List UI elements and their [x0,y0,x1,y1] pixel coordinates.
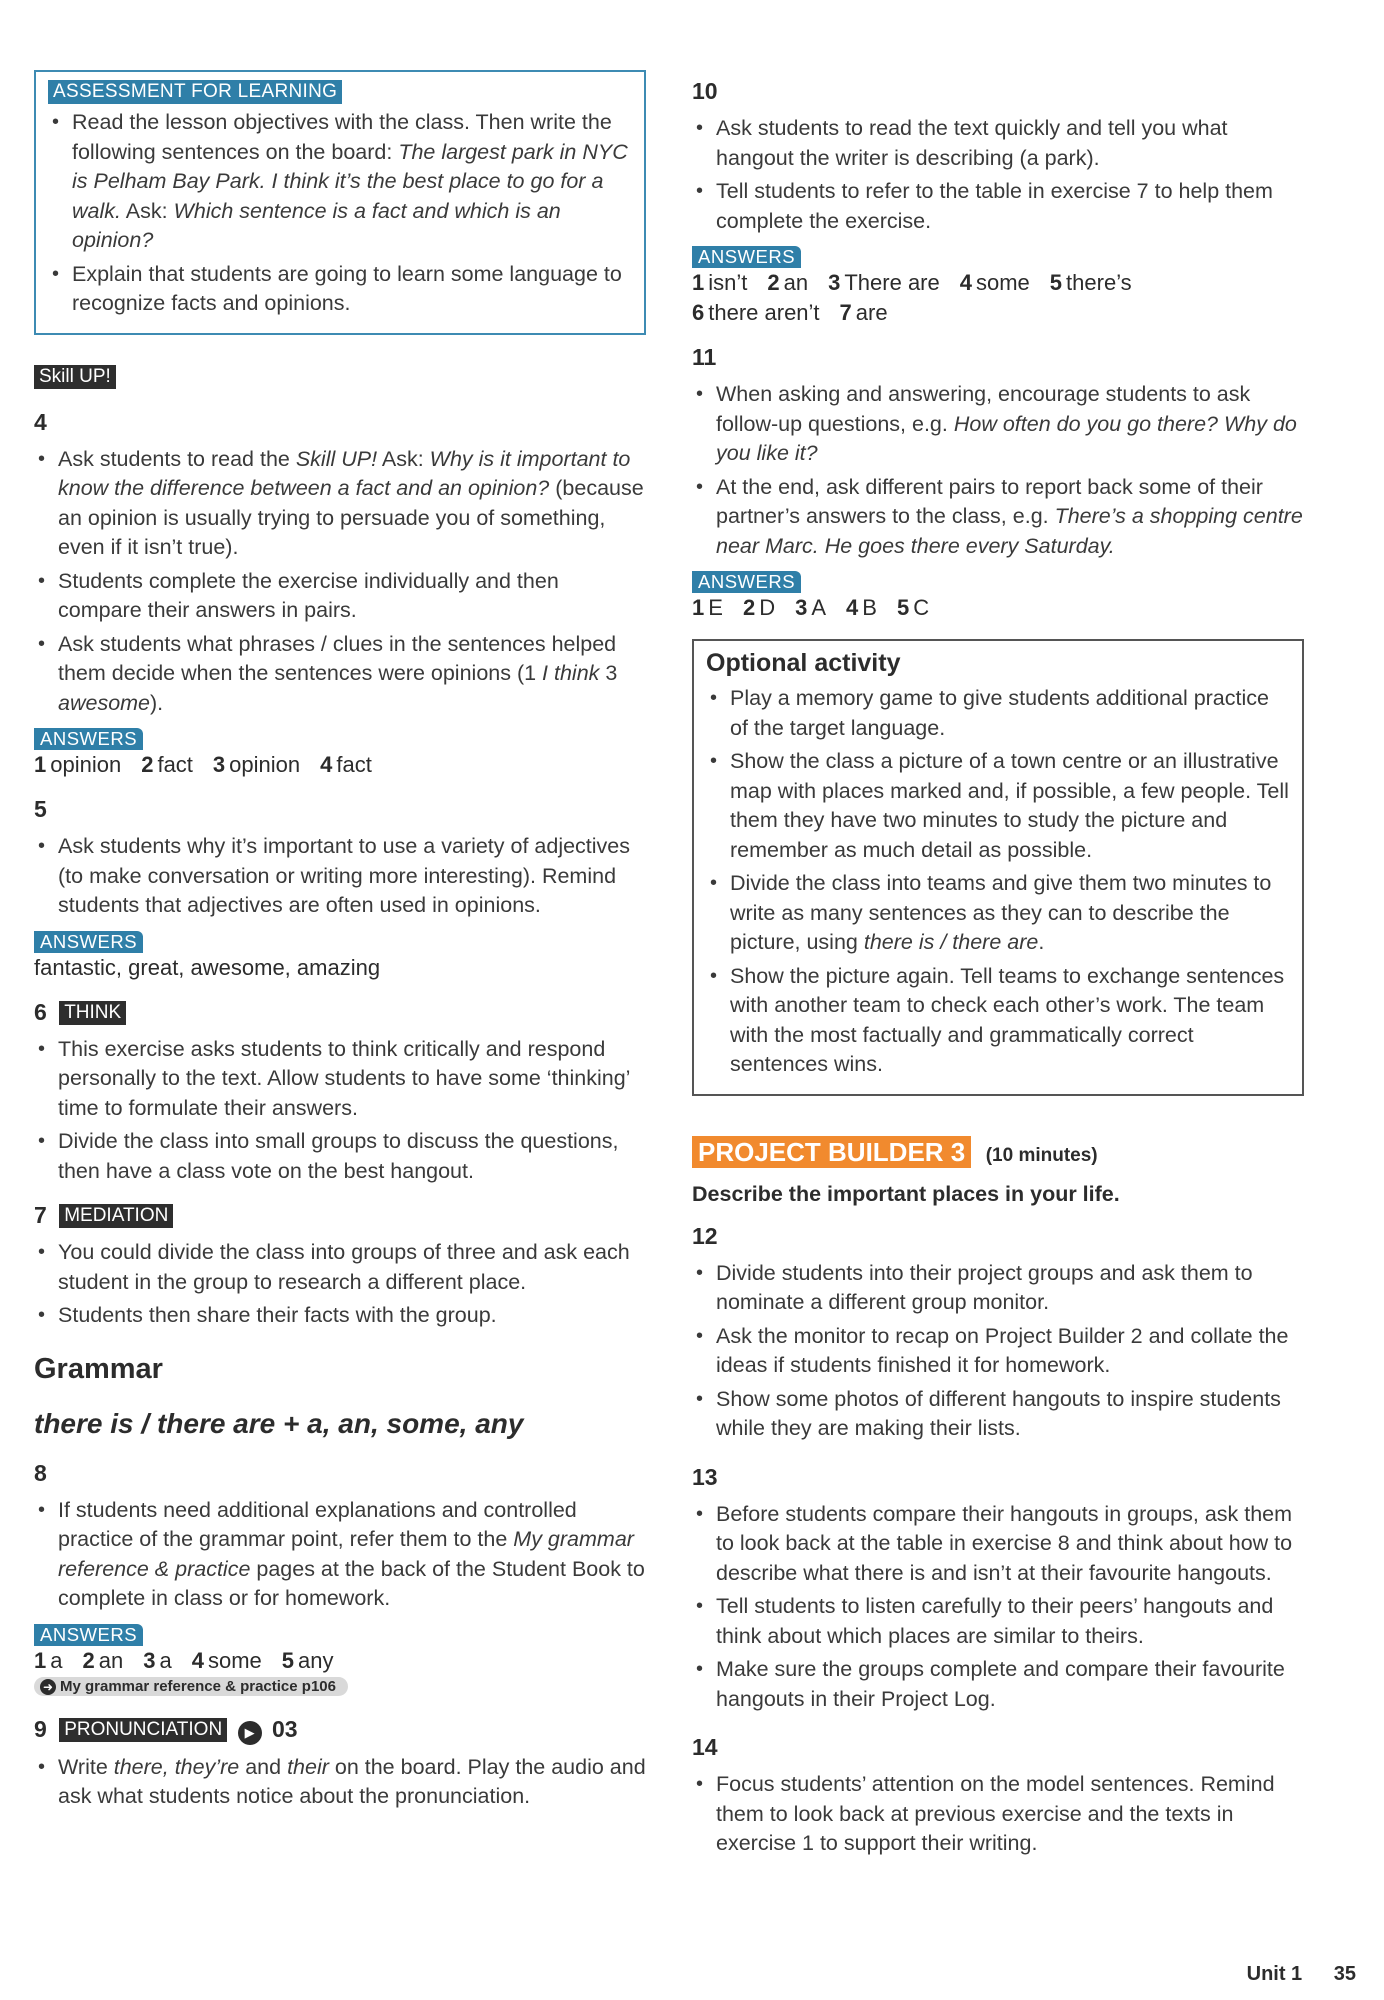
exercise-4-number: 4 [34,408,47,435]
exercise-7-heading [34,1200,646,1230]
unit-label: Unit 1 [1246,1963,1303,1985]
ex10-answers-line-2 [692,298,1304,328]
afl-bullet-1: • Read the lesson objectives with the class. Then write the following sentences on the board: The largest park in NYC is Pelham Bay Park. I think it’s the best place to go for a walk. Ask: Which sentence is a fact and which is an opinion? [48,108,630,256]
ex4-answers-label: ANSWERS [34,728,143,750]
exercise-13-number: 13 [692,1463,718,1490]
skill-up-tag: Skill UP! [34,365,116,389]
ex6-bullet-1: • This exercise asks students to think critically and respond personally to the text. Allow students to have some ‘thinking’ time to formulate their answers. [34,1035,646,1124]
optional-bullet-4: • Show the picture again. Tell teams to exchange sentences with another team to check each other’s work. The team with the most factually and grammatically correct sentences wins. [706,962,1290,1080]
grammar-heading: Grammar [34,1352,163,1385]
grammar-reference-link[interactable] [34,1677,348,1696]
ex10-answers-label: ANSWERS [692,246,801,268]
afl-bullet-2: • Explain that students are going to learn some language to recognize facts and opinions. [48,260,630,319]
answer-item: 2 an [767,270,809,295]
ex12-bullet-2: • Ask the monitor to recap on Project Builder 2 and collate the ideas if students finished it for homework. [692,1322,1304,1381]
ex10-bullet-2: • Tell students to refer to the table in exercise 7 to help them complete the exercise. [692,177,1304,236]
ex8-answers [34,1646,646,1676]
exercise-8-number: 8 [34,1459,47,1486]
project-builder-tag: PROJECT BUILDER 3 [692,1136,971,1168]
exercise-7-number: 7 [34,1202,47,1228]
project-builder-heading [692,1136,1304,1168]
optional-activity-title: Optional activity [706,649,901,677]
optional-bullet-2: • Show the class a picture of a town centre or an illustrative map with places marked and, if possible, a few people. Tell them they have two minutes to study the picture and remember as much detail as possible. [706,747,1290,865]
optional-activity-box [692,639,1304,1096]
ex7-bullet-2: • Students then share their facts with the group. [34,1301,646,1331]
ex4-answers [34,750,646,780]
answer-item: 1 isn’t [692,270,748,295]
ex13-bullet-1: • Before students compare their hangouts in groups, ask them to look back at the table in exercise 8 and think about how to describe what there is and isn’t at their favourite hangouts. [692,1500,1304,1589]
page-number: 35 [1333,1963,1356,1985]
answer-item: 2 an [82,1647,124,1673]
ex10-answers-line-1 [692,268,1304,298]
ex8-bullet-1: • If students need additional explanations and controlled practice of the grammar point, refer them to the My grammar reference & practice pages at the back of the Student Book to complete in class or for homework. [34,1496,646,1614]
ex12-bullet-1: • Divide students into their project groups and ask them to nominate a different group monitor. [692,1259,1304,1318]
mediation-tag: MEDIATION [59,1204,173,1228]
ex4-bullet-3: • Ask students what phrases / clues in the sentences helped them decide when the sentences were opinions (1 I think 3 awesome). [34,630,646,719]
answer-item: 5 C [896,595,930,620]
ex14-bullet-1: • Focus students’ attention on the model sentences. Remind them to look back at previous exercise and the texts in exercise 1 to support their writing. [692,1770,1304,1859]
ex5-answers-label: ANSWERS [34,931,143,953]
ex10-bullet-1: • Ask students to read the text quickly and tell you what hangout the writer is describing (a park). [692,114,1304,173]
ex4-bullet-2: • Students complete the exercise individually and then compare their answers in pairs. [34,567,646,626]
exercise-11-number: 11 [692,344,717,370]
ex8-answers-label: ANSWERS [34,1624,143,1646]
answer-item: 6 there aren’t [692,300,820,325]
ex9-bullet-1: • Write there, they’re and their on the board. Play the audio and ask what students notice about the pronunciation. [34,1753,646,1812]
right-column [692,76,1304,1863]
answer-item: 1 E [692,595,723,620]
ex7-bullet-1: • You could divide the class into groups of three and ask each student in the group to research a different place. [34,1238,646,1297]
ex6-bullet-2: • Divide the class into small groups to discuss the questions, then have a class vote on the best hangout. [34,1127,646,1186]
answer-item: 4 fact [320,752,372,777]
exercise-5-number: 5 [34,796,47,822]
ex13-bullet-3: • Make sure the groups complete and compare their favourite hangouts in their Project Log. [692,1655,1304,1714]
answer-item: 3 A [795,595,827,620]
exercise-9-number: 9 [34,1715,47,1742]
grammar-reference-text: My grammar reference & practice p106 [60,1677,336,1695]
ex11-answers-label: ANSWERS [692,571,801,593]
ex11-bullet-1: • When asking and answering, encourage students to ask follow-up questions, e.g. How often do you go there? Why do you like it? [692,380,1304,469]
answer-item: 1 a [34,1647,63,1673]
exercise-9-heading [34,1714,646,1745]
answer-item: 4 B [846,595,877,620]
answer-item: 5 any [281,1647,334,1673]
grammar-subheading: there is / there are + a, an, some, any [34,1407,524,1439]
audio-track-number: 03 [271,1715,298,1742]
ex11-answers [692,593,1304,623]
exercise-4-notes [34,445,646,719]
answer-item: 4 some [191,1647,262,1673]
exercise-10-number: 10 [692,78,718,104]
answer-item: 4 some [959,270,1030,295]
ex4-bullet-1: • Ask students to read the Skill UP! Ask: Why is it important to know the difference between a fact and an opinion? (because an opinion is usually trying to persuade you of something, even if it isn’t true). [34,445,646,563]
exercise-14-number: 14 [692,1734,718,1760]
assessment-for-learning-box [34,70,646,335]
answer-item: 3 There are [828,270,940,295]
exercise-6-heading [34,997,646,1027]
answer-item: 5 there’s [1049,270,1132,295]
ex13-bullet-2: • Tell students to listen carefully to their peers’ hangouts and think about which places are similar to theirs. [692,1592,1304,1651]
project-builder-subtitle: Describe the important places in your life. [692,1181,1120,1206]
answer-item: 3 a [143,1647,172,1673]
audio-icon[interactable]: ▶ [238,1721,262,1745]
ex11-bullet-2: • At the end, ask different pairs to report back some of their partner’s answers to the class, e.g. There’s a shopping centre near Marc. He goes there every Saturday. [692,473,1304,562]
page-footer [1221,1963,1356,1986]
exercise-6-number: 6 [34,998,47,1025]
ex5-answers: fantastic, great, awesome, amazing [34,954,381,980]
optional-bullet-1: • Play a memory game to give students additional practice of the target language. [706,684,1290,743]
optional-bullet-3: • Divide the class into teams and give them two minutes to write as many sentences as they can to describe the picture, using there is / there are. [706,869,1290,958]
arrow-right-icon: ➜ [40,1679,56,1695]
answer-item: 2 D [742,595,776,620]
answer-item: 3 opinion [212,752,301,777]
answer-item: 1 opinion [34,752,122,777]
ex5-bullet-1: • Ask students why it’s important to use a variety of adjectives (to make conversation or writing more interesting). Remind students that adjectives are often used in opinions. [34,832,646,921]
think-tag: THINK [59,1001,126,1025]
pronunciation-tag: PRONUNCIATION [59,1718,227,1742]
left-column [34,70,646,1816]
project-builder-duration: (10 minutes) [985,1144,1098,1166]
afl-label: ASSESSMENT FOR LEARNING [48,80,342,104]
answer-item: 7 are [839,300,888,325]
ex12-bullet-3: • Show some photos of different hangouts to inspire students while they are making their lists. [692,1385,1304,1444]
answer-item: 2 fact [141,752,193,777]
exercise-12-number: 12 [692,1222,718,1249]
